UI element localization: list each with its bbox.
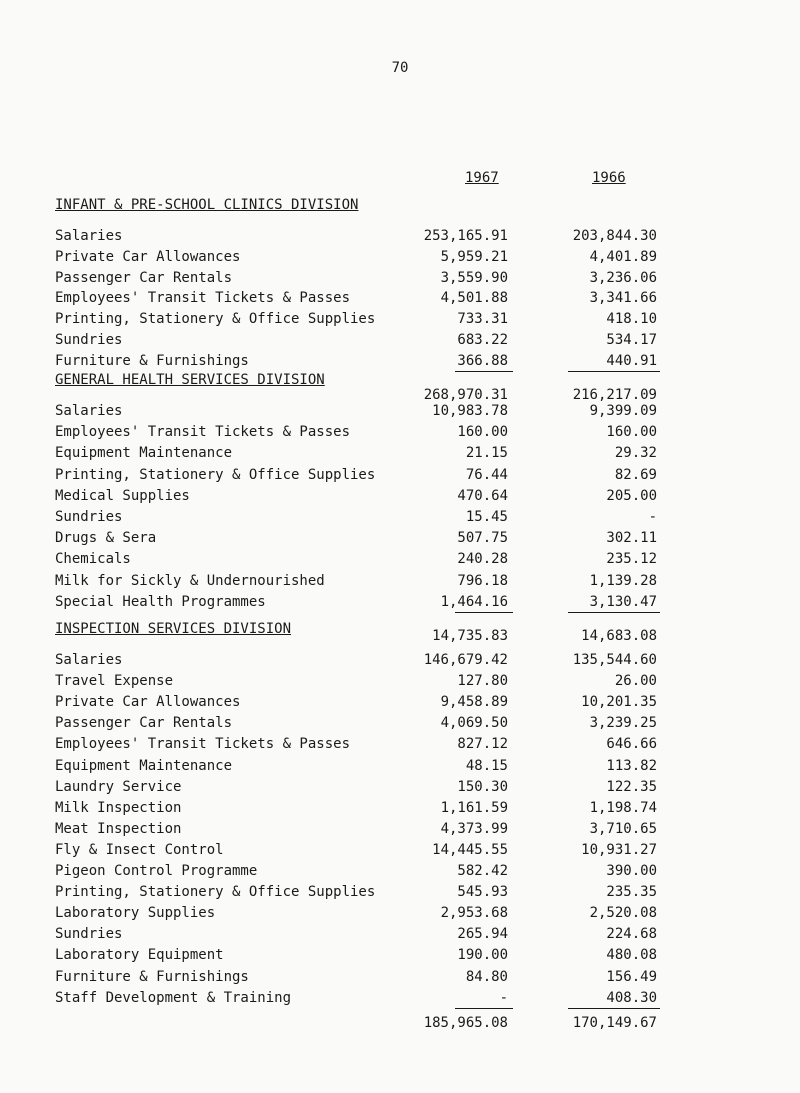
table-row bbox=[0, 863, 800, 883]
value-1966: 646.66 bbox=[606, 736, 657, 753]
value-1966: 3,710.65 bbox=[589, 820, 657, 837]
row-label: Private Car Allowances bbox=[55, 248, 241, 265]
value-1967: 265.94 bbox=[457, 926, 508, 943]
value-1966: 418.10 bbox=[606, 311, 657, 328]
table-row bbox=[0, 467, 800, 487]
row-label: Drugs & Sera bbox=[55, 530, 157, 547]
value-1967: 796.18 bbox=[457, 572, 508, 589]
table-row bbox=[0, 249, 800, 269]
value-1966: 224.68 bbox=[606, 926, 657, 943]
value-1966: - bbox=[648, 509, 657, 525]
value-1967: 582.42 bbox=[457, 863, 508, 879]
row-label: Chemicals bbox=[55, 551, 131, 568]
row-label: Laundry Service bbox=[55, 778, 182, 795]
table-row bbox=[0, 821, 800, 841]
table-row bbox=[0, 228, 800, 248]
value-1967: 2,953.68 bbox=[440, 905, 508, 922]
value-1967: 683.22 bbox=[457, 332, 508, 348]
value-1967: 76.44 bbox=[465, 466, 508, 483]
value-1966: 3,130.47 bbox=[589, 593, 657, 610]
row-label: Salaries bbox=[55, 228, 123, 244]
table-row bbox=[0, 800, 800, 820]
row-label: Laboratory Supplies bbox=[55, 905, 216, 922]
row-label: Private Car Allowances bbox=[55, 694, 241, 711]
subtotal-rule bbox=[568, 371, 660, 372]
table-row bbox=[0, 270, 800, 290]
value-1966: 534.17 bbox=[606, 332, 657, 348]
value-1966: 1,198.74 bbox=[589, 799, 657, 816]
table-row bbox=[0, 594, 800, 614]
total-1967: 268,970.31 bbox=[423, 386, 508, 403]
subtotal-rule bbox=[455, 371, 513, 372]
table-row bbox=[0, 332, 800, 352]
total-1966: 170,149.67 bbox=[572, 1014, 657, 1031]
value-1967: 48.15 bbox=[465, 757, 508, 774]
row-label: Salaries bbox=[55, 403, 123, 419]
value-1966: 113.82 bbox=[606, 757, 657, 774]
table-row bbox=[0, 424, 800, 444]
value-1966: 4,401.89 bbox=[589, 248, 657, 265]
table-row bbox=[0, 969, 800, 989]
table-row bbox=[0, 353, 800, 373]
value-1966: 440.91 bbox=[606, 352, 657, 369]
table-row bbox=[0, 947, 800, 967]
subtotal-rule bbox=[455, 1008, 513, 1009]
value-1967: 21.15 bbox=[465, 445, 508, 462]
row-label: Employees' Transit Tickets & Passes bbox=[55, 424, 351, 441]
value-1967: 4,069.50 bbox=[440, 715, 508, 732]
value-1967: 3,559.90 bbox=[440, 269, 508, 286]
value-1966: 26.00 bbox=[614, 673, 657, 690]
value-1966: 302.11 bbox=[606, 530, 657, 547]
row-label: Sundries bbox=[55, 926, 123, 943]
value-1967: 150.30 bbox=[457, 778, 508, 795]
value-1966: 3,239.25 bbox=[589, 715, 657, 732]
table-row bbox=[0, 779, 800, 799]
table-row bbox=[0, 290, 800, 310]
table-row bbox=[0, 573, 800, 593]
value-1967: 5,959.21 bbox=[440, 248, 508, 265]
subtotal-rule bbox=[455, 612, 513, 613]
year-header-1966: 1966 bbox=[592, 170, 626, 186]
row-label: Employees' Transit Tickets & Passes bbox=[55, 736, 351, 753]
table-row bbox=[0, 715, 800, 735]
value-1966: 10,931.27 bbox=[581, 841, 657, 858]
value-1967: 366.88 bbox=[457, 352, 508, 369]
value-1967: 10,983.78 bbox=[432, 403, 508, 419]
value-1966: 480.08 bbox=[606, 947, 657, 964]
row-label: Printing, Stationery & Office Supplies bbox=[55, 884, 376, 901]
value-1967: - bbox=[499, 989, 508, 1006]
value-1967: 4,373.99 bbox=[440, 820, 508, 837]
row-label: Printing, Stationery & Office Supplies bbox=[55, 311, 376, 328]
value-1967: 1,464.16 bbox=[440, 593, 508, 610]
row-label: Sundries bbox=[55, 332, 123, 348]
table-row bbox=[0, 311, 800, 331]
value-1966: 235.12 bbox=[606, 551, 657, 568]
value-1966: 3,236.06 bbox=[589, 269, 657, 286]
table-row bbox=[0, 551, 800, 571]
value-1966: 390.00 bbox=[606, 863, 657, 879]
value-1967: 545.93 bbox=[457, 884, 508, 901]
value-1966: 2,520.08 bbox=[589, 905, 657, 922]
value-1966: 3,341.66 bbox=[589, 290, 657, 307]
row-label: Travel Expense bbox=[55, 673, 174, 690]
row-label: Staff Development & Training bbox=[55, 989, 292, 1006]
subtotal-rule bbox=[568, 1008, 660, 1009]
value-1967: 507.75 bbox=[457, 530, 508, 547]
year-header-1967: 1967 bbox=[465, 170, 499, 186]
total-1966: 14,683.08 bbox=[581, 628, 657, 644]
total-1966: 216,217.09 bbox=[572, 386, 657, 403]
section-total-row bbox=[0, 1015, 800, 1035]
table-row bbox=[0, 736, 800, 756]
value-1967: 827.12 bbox=[457, 736, 508, 753]
value-1966: 135,544.60 bbox=[572, 652, 657, 668]
row-label: Milk Inspection bbox=[55, 799, 182, 816]
value-1967: 733.31 bbox=[457, 311, 508, 328]
row-label: Special Health Programmes bbox=[55, 593, 266, 610]
value-1967: 84.80 bbox=[465, 968, 508, 985]
table-row bbox=[0, 884, 800, 904]
row-label: Passenger Car Rentals bbox=[55, 715, 233, 732]
value-1966: 1,139.28 bbox=[589, 572, 657, 589]
row-label: Laboratory Equipment bbox=[55, 947, 224, 964]
row-label: Pigeon Control Programme bbox=[55, 863, 258, 879]
table-row bbox=[0, 509, 800, 529]
value-1967: 1,161.59 bbox=[440, 799, 508, 816]
value-1967: 15.45 bbox=[465, 509, 508, 525]
row-label: Employees' Transit Tickets & Passes bbox=[55, 290, 351, 307]
subtotal-rule bbox=[568, 612, 660, 613]
row-label: Sundries bbox=[55, 509, 123, 525]
row-label: Printing, Stationery & Office Supplies bbox=[55, 466, 376, 483]
table-row bbox=[0, 673, 800, 693]
value-1966: 9,399.09 bbox=[589, 403, 657, 419]
value-1967: 470.64 bbox=[457, 487, 508, 504]
row-label: Fly & Insect Control bbox=[55, 841, 224, 858]
table-row bbox=[0, 652, 800, 672]
table-row bbox=[0, 926, 800, 946]
table-row bbox=[0, 990, 800, 1010]
table-row bbox=[0, 530, 800, 550]
section-title: INSPECTION SERVICES DIVISION bbox=[55, 621, 292, 637]
section-title: GENERAL HEALTH SERVICES DIVISION bbox=[55, 372, 325, 388]
value-1967: 240.28 bbox=[457, 551, 508, 568]
section-title: INFANT & PRE-SCHOOL CLINICS DIVISION bbox=[55, 197, 359, 213]
table-row bbox=[0, 445, 800, 465]
table-row bbox=[0, 403, 800, 423]
total-1967: 185,965.08 bbox=[423, 1014, 508, 1031]
page-number: 70 bbox=[391, 60, 409, 76]
row-label: Passenger Car Rentals bbox=[55, 269, 233, 286]
table-row bbox=[0, 758, 800, 778]
value-1967: 190.00 bbox=[457, 947, 508, 964]
value-1966: 160.00 bbox=[606, 424, 657, 441]
table-row bbox=[0, 842, 800, 862]
value-1967: 160.00 bbox=[457, 424, 508, 441]
value-1966: 122.35 bbox=[606, 778, 657, 795]
value-1966: 82.69 bbox=[614, 466, 657, 483]
row-label: Medical Supplies bbox=[55, 487, 190, 504]
value-1966: 29.32 bbox=[614, 445, 657, 462]
table-row bbox=[0, 488, 800, 508]
value-1966: 205.00 bbox=[606, 487, 657, 504]
value-1966: 10,201.35 bbox=[581, 694, 657, 711]
row-label: Equipment Maintenance bbox=[55, 757, 233, 774]
total-1967: 14,735.83 bbox=[432, 628, 508, 644]
table-row bbox=[0, 694, 800, 714]
value-1967: 4,501.88 bbox=[440, 290, 508, 307]
value-1966: 203,844.30 bbox=[572, 228, 657, 244]
row-label: Furniture & Furnishings bbox=[55, 968, 249, 985]
value-1967: 253,165.91 bbox=[423, 228, 508, 244]
value-1967: 127.80 bbox=[457, 673, 508, 690]
value-1967: 14,445.55 bbox=[432, 841, 508, 858]
value-1966: 235.35 bbox=[606, 884, 657, 901]
row-label: Milk for Sickly & Undernourished bbox=[55, 572, 325, 589]
row-label: Salaries bbox=[55, 652, 123, 668]
table-row bbox=[0, 905, 800, 925]
row-label: Furniture & Furnishings bbox=[55, 352, 249, 369]
value-1966: 156.49 bbox=[606, 968, 657, 985]
value-1967: 9,458.89 bbox=[440, 694, 508, 711]
row-label: Equipment Maintenance bbox=[55, 445, 233, 462]
row-label: Meat Inspection bbox=[55, 820, 182, 837]
value-1966: 408.30 bbox=[606, 989, 657, 1006]
value-1967: 146,679.42 bbox=[423, 652, 508, 668]
